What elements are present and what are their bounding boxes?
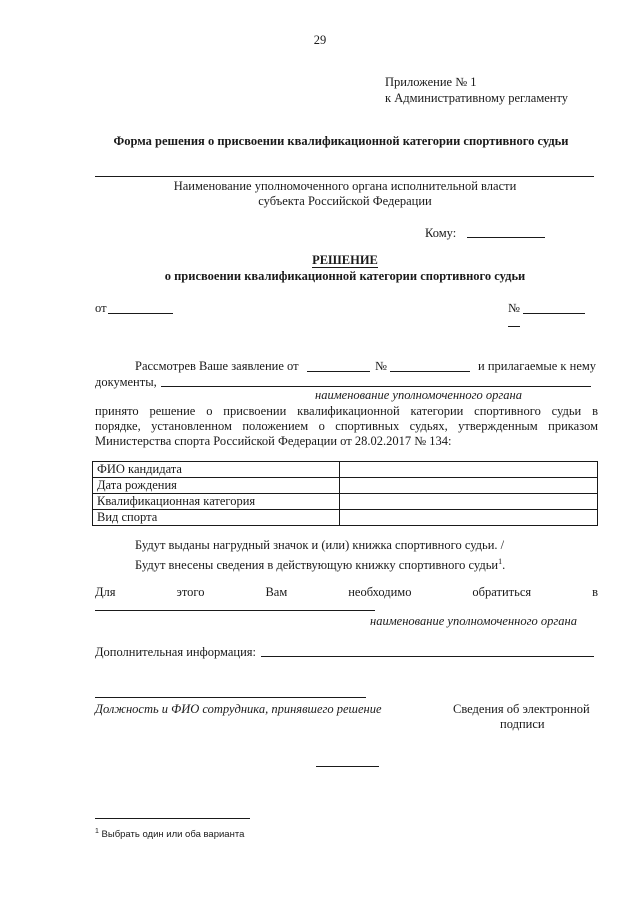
contact-word: Для xyxy=(95,585,116,599)
separator-line xyxy=(316,766,379,767)
contact-word: Вам xyxy=(265,585,288,599)
body-attached-docs: и прилагаемые к нему xyxy=(478,359,597,373)
row-label: Квалификационная категория xyxy=(93,494,340,510)
footnote-text: Выбрать один или оба варианта xyxy=(101,829,245,841)
esign-line-1: Сведения об электронной xyxy=(453,702,590,716)
issuance-footnote-mark: 1 xyxy=(498,557,503,566)
authority-underline xyxy=(95,176,594,177)
row-value[interactable] xyxy=(340,510,598,526)
contact-organ-field[interactable] xyxy=(95,610,375,611)
number-field-extra-line xyxy=(508,326,520,327)
contact-word: необходимо xyxy=(348,585,412,599)
body-documents: документы, xyxy=(95,375,157,389)
application-number-field[interactable] xyxy=(390,371,470,372)
page-number: 29 xyxy=(313,33,327,47)
application-number-label: № xyxy=(375,359,387,373)
contact-word: обратиться xyxy=(472,585,532,599)
footnote-mark: 1 xyxy=(95,828,99,835)
body-decision-line-1: принято решение о присвоении квалификационной категории спортивного судьи в xyxy=(95,404,598,418)
contact-word: в xyxy=(592,585,598,599)
issuance-line-2: Будут внесены сведения в действующую книжку спортивного судьи$^1$. xyxy=(135,557,506,573)
additional-info-label: Дополнительная информация: xyxy=(95,645,256,659)
contact-word: этого xyxy=(176,585,205,599)
application-date-field[interactable] xyxy=(307,371,370,372)
footnote xyxy=(95,826,244,841)
additional-info-field[interactable] xyxy=(261,656,594,657)
contact-organ-caption: наименование уполномоченного органа xyxy=(370,614,577,628)
decision-subtitle: о присвоении квалификационной категории спортивного судьи xyxy=(164,269,526,283)
footnote-separator xyxy=(95,818,250,819)
body-decision-line-3: Министерства спорта Российской Федерации от 28.02.2017 № 134: xyxy=(95,434,452,448)
body-considered: Рассмотрев Ваше заявление от xyxy=(135,359,299,373)
official-caption: Должность и ФИО сотрудника, принявшего решение xyxy=(95,702,382,716)
appendix-line-2: к Административному регламенту xyxy=(385,91,569,105)
number-label: № xyxy=(508,301,520,315)
esign-line-2: подписи xyxy=(500,717,545,731)
row-value[interactable] xyxy=(340,494,598,510)
table-row xyxy=(93,494,598,510)
row-label: ФИО кандидата xyxy=(93,462,340,478)
appendix-line-1: Приложение № 1 xyxy=(385,75,477,89)
official-signature-field[interactable] xyxy=(95,697,366,698)
row-value[interactable] xyxy=(340,478,598,494)
contact-line xyxy=(95,585,598,600)
to-field[interactable] xyxy=(467,237,545,238)
date-field[interactable] xyxy=(108,313,173,314)
organ-field[interactable] xyxy=(161,386,591,387)
candidate-table xyxy=(92,461,598,526)
row-value[interactable] xyxy=(340,462,598,478)
table-row xyxy=(93,478,598,494)
table-row xyxy=(93,462,598,478)
decision-title: РЕШЕНИЕ xyxy=(312,253,378,267)
issuance-line-1: Будут выданы нагрудный значок и (или) книжка спортивного судьи. / xyxy=(135,538,505,552)
to-label: Кому: xyxy=(425,226,457,240)
row-label: Вид спорта xyxy=(93,510,340,526)
decision-title-underline xyxy=(312,267,378,268)
row-label: Дата рождения xyxy=(93,478,340,494)
body-decision-line-2: порядке, установленном положением о спортивных судьях, утвержденным приказом xyxy=(95,419,598,433)
number-field[interactable] xyxy=(523,313,585,314)
date-label: от xyxy=(95,301,107,315)
authority-line-2: субъекта Российской Федерации xyxy=(258,194,432,208)
issuance-line-2-text: Будут внесены сведения в действующую книжку спортивного судьи xyxy=(135,558,499,573)
organ-caption: наименование уполномоченного органа xyxy=(315,388,522,402)
authority-line-1: Наименование уполномоченного органа исполнительной власти xyxy=(173,179,517,193)
table-row xyxy=(93,510,598,526)
form-title: Форма решения о присвоении квалификационной категории спортивного судьи xyxy=(113,134,569,148)
